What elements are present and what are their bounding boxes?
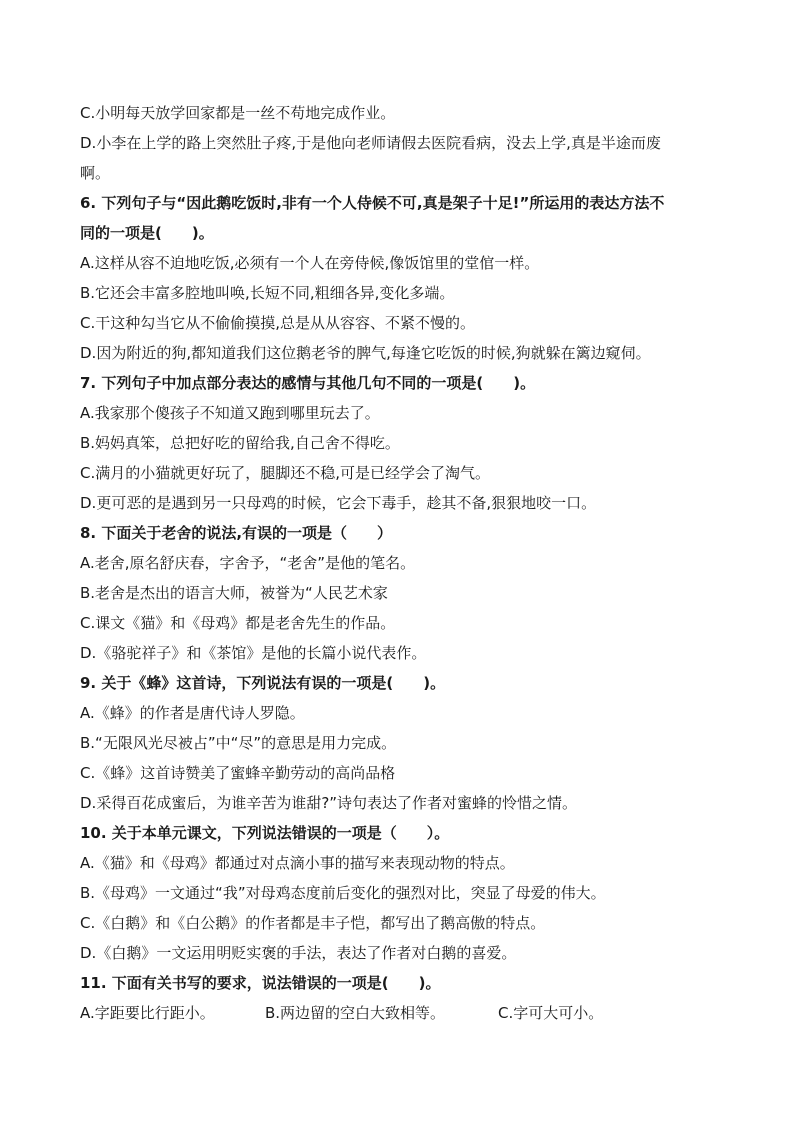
q5-option-d-continued: 啊。 (80, 164, 111, 182)
q11-option-a: A.字距要比行距小。 (80, 1004, 215, 1022)
q11-option-c: C.字可大可小。 (498, 1004, 604, 1022)
q5-option-c: C.小明每天放学回家都是一丝不苟地完成作业。 (80, 104, 396, 122)
q6-stem: 6. 下列句子与“因此鹅吃饭时,非有一个人侍候不可,真是架子十足!”所运用的表达方法不 (80, 194, 665, 212)
q10-stem: 10. 关于本单元课文，下列说法错误的一项是（ ）。 (80, 824, 450, 842)
q6-option-c: C.干这种勾当它从不偷偷摸摸,总是从从容容、不紧不慢的。 (80, 314, 476, 332)
q7-option-d: D.更可恶的是遇到另一只母鸡的时候，它会下毒手，趁其不备,狠狠地咬一口。 (80, 494, 597, 512)
q8-option-c: C.课文《猫》和《母鸡》都是老舍先生的作品。 (80, 614, 396, 632)
q7-option-c: C.满月的小猫就更好玩了，腿脚还不稳,可是已经学会了淘气。 (80, 464, 491, 482)
q7-stem: 7. 下列句子中加点部分表达的感情与其他几句不同的一项是( )。 (80, 374, 536, 392)
q9-option-d: D.采得百花成蜜后，为谁辛苦为谁甜?”诗句表达了作者对蜜蜂的怜惜之情。 (80, 794, 578, 812)
q6-option-d: D.因为附近的狗,都知道我们这位鹅老爷的脾气,每逢它吃饭的时候,狗就躲在篱边窥伺。 (80, 344, 651, 362)
q8-stem: 8. 下面关于老舍的说法,有误的一项是（ ） (80, 524, 393, 542)
q9-option-c: C.《蜂》这首诗赞美了蜜蜂辛勤劳动的高尚品格 (80, 764, 396, 782)
q10-option-a: A.《猫》和《母鸡》都通过对点滴小事的描写来表现动物的特点。 (80, 854, 515, 872)
q8-option-a: A.老舍,原名舒庆春，字舍予，“老舍”是他的笔名。 (80, 554, 416, 572)
q11-option-b: B.两边留的空白大致相等。 (265, 1004, 446, 1022)
q8-option-b: B.老舍是杰出的语言大师，被誉为“人民艺术家 (80, 584, 388, 602)
q11-stem: 11. 下面有关书写的要求，说法错误的一项是( )。 (80, 974, 441, 992)
q9-option-b: B.“无限风光尽被占”中“尽”的意思是用力完成。 (80, 734, 397, 752)
q10-option-c: C.《白鹅》和《白公鹅》的作者都是丰子恺，都写出了鹅高傲的特点。 (80, 914, 546, 932)
q6-option-b: B.它还会丰富多腔地叫唤,长短不同,粗细各异,变化多端。 (80, 284, 455, 302)
q10-option-d: D.《白鹅》一文运用明贬实褒的手法，表达了作者对白鹅的喜爱。 (80, 944, 517, 962)
q10-option-b: B.《母鸡》一文通过“我”对母鸡态度前后变化的强烈对比，突显了母爱的伟大。 (80, 884, 606, 902)
q7-option-a: A.我家那个傻孩子不知道又跑到哪里玩去了。 (80, 404, 380, 422)
exam-page (80, 98, 720, 1028)
q8-option-d: D.《骆驼祥子》和《茶馆》是他的长篇小说代表作。 (80, 644, 427, 662)
q6-option-a: A.这样从容不迫地吃饭,必须有一个人在旁侍候,像饭馆里的堂倌一样。 (80, 254, 540, 272)
q9-stem: 9. 关于《蜂》这首诗，下列说法有误的一项是( )。 (80, 674, 446, 692)
q9-option-a: A.《蜂》的作者是唐代诗人罗隐。 (80, 704, 305, 722)
q5-option-d: D.小李在上学的路上突然肚子疼,于是他向老师请假去医院看病，没去上学,真是半途而废 (80, 134, 661, 152)
q6-stem-continued: 同的一项是( )。 (80, 224, 214, 242)
q7-option-b: B.妈妈真笨，总把好吃的留给我,自己舍不得吃。 (80, 434, 400, 452)
q11-options-row (80, 998, 720, 1028)
